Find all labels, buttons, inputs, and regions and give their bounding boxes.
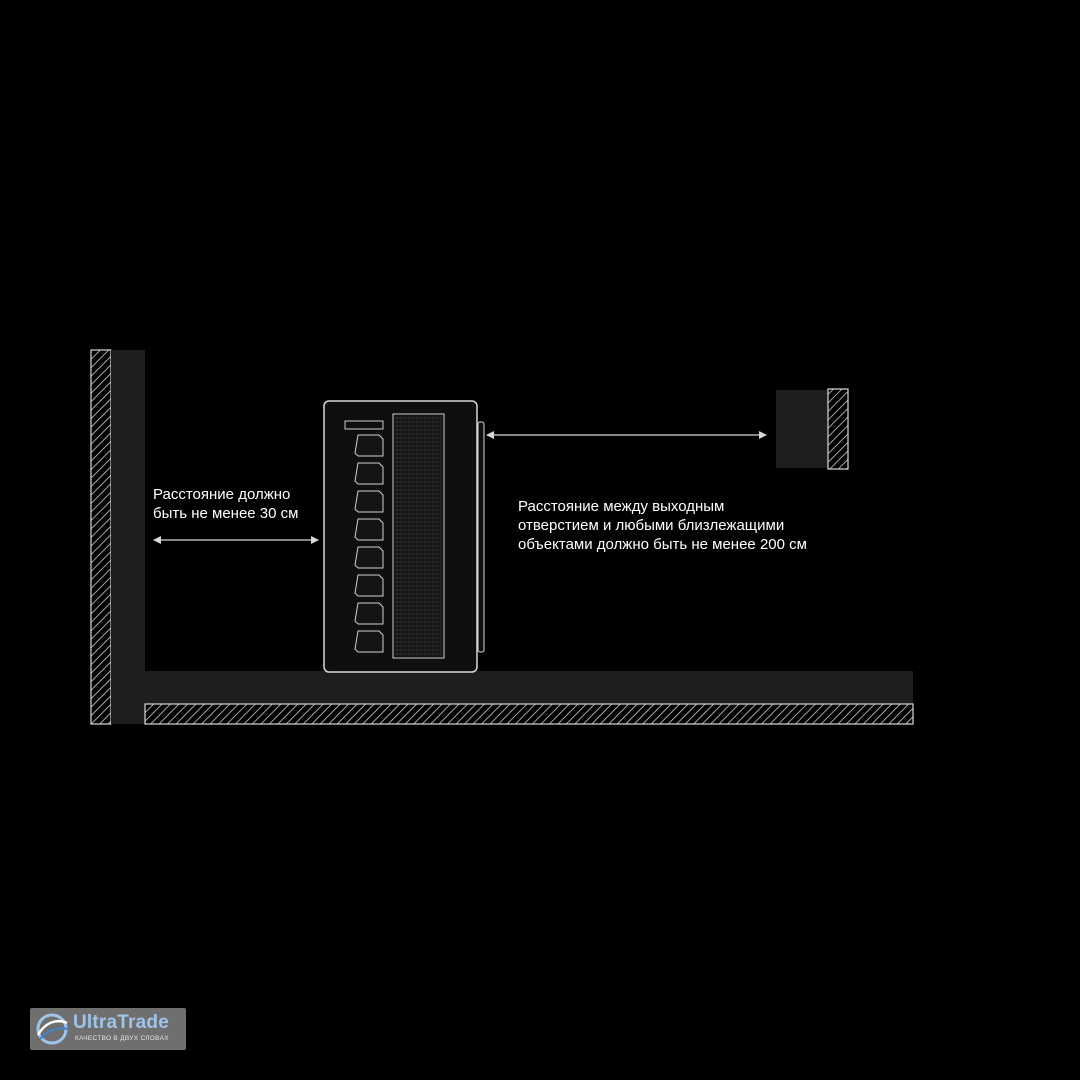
floor: [145, 671, 913, 724]
ultratrade-logo: [30, 1008, 186, 1050]
unit-button-icon: [355, 435, 383, 456]
unit-button-icon: [355, 491, 383, 512]
unit-button-icon: [355, 519, 383, 540]
logo-brand-text: UltraTrade: [73, 1012, 169, 1033]
unit-grille: [393, 414, 444, 658]
outlet-clearance-label: [518, 497, 807, 554]
left-wall: [91, 350, 145, 724]
unit-button-icon: [355, 547, 383, 568]
unit-button-icon: [355, 631, 383, 652]
unit-button-icon: [355, 575, 383, 596]
globe-swoosh-icon: [34, 1011, 70, 1047]
side-clearance-label-line: Расстояние должно: [153, 486, 291, 503]
logo-tagline: КАЧЕСТВО В ДВУХ СЛОВАХ: [75, 1035, 169, 1042]
outlet-clearance-label-line: объектами должно быть не менее 200 см: [518, 536, 807, 553]
outlet-clearance-label-line: отверстием и любыми близлежащими: [518, 517, 785, 534]
side-clearance-label: [153, 485, 298, 523]
outlet-clearance-label-line: Расстояние между выходным: [518, 498, 725, 515]
unit-button-icon: [355, 463, 383, 484]
unit-display-panel: [345, 421, 383, 429]
unit-button-icon: [355, 603, 383, 624]
air-conditioner-unit: [324, 401, 484, 672]
nearby-object: [776, 389, 848, 469]
side-clearance-label-line: быть не менее 30 см: [153, 505, 299, 522]
